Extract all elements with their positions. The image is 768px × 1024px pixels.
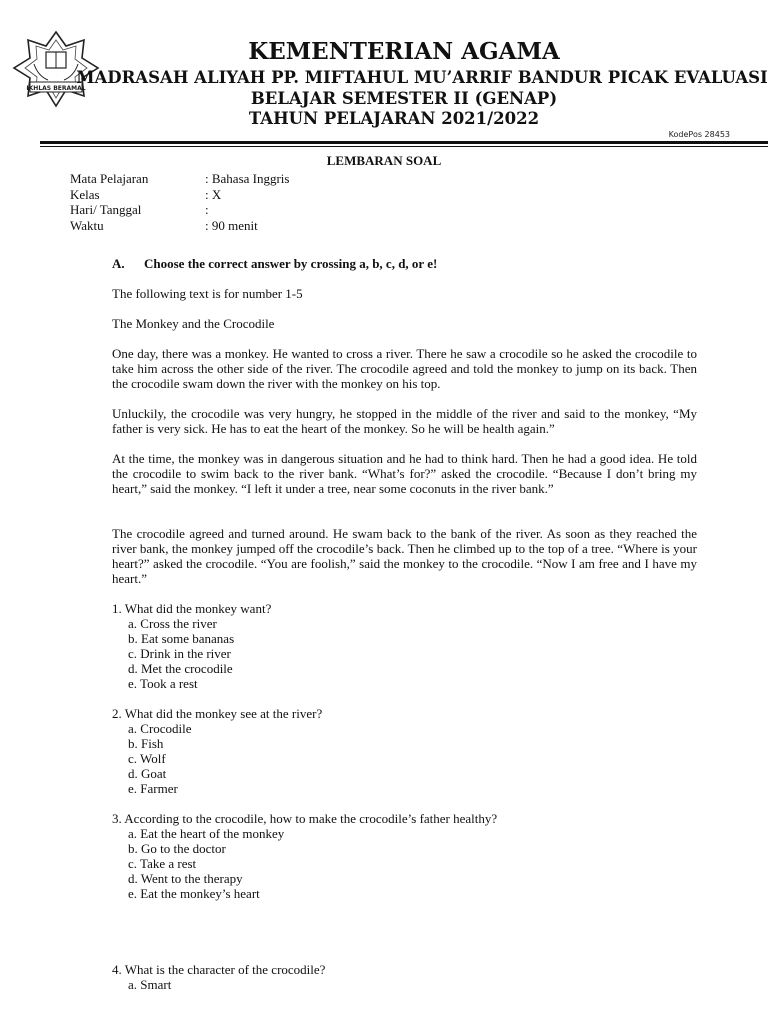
svg-text:IKHLAS BERAMAL: IKHLAS BERAMAL (26, 85, 86, 92)
header-semester: BELAJAR SEMESTER II (GENAP) (250, 89, 558, 108)
story-paragraph-4: The crocodile agreed and turned around. He swam back to the bank of the river. As soon as they reached the river bank, the monkey jumped off the crocodile’s back. Then he climbed up to the top of a tree. “Where is your heart?” asked the crocodile. “You are foolish,” said the monkey to the crocodile. “Now I am free and I have my heart.” (112, 526, 697, 586)
question-text: 1. What did the monkey want? (112, 601, 272, 616)
option-c: c. Drink in the river (128, 646, 231, 661)
info-key: Hari/ Tanggal (70, 202, 142, 217)
option-e: e. Took a rest (128, 676, 198, 691)
info-value: : Bahasa Inggris (205, 171, 290, 186)
info-key: Mata Pelajaran (70, 171, 149, 186)
info-key: Waktu (70, 217, 104, 233)
option-b: b. Fish (128, 736, 164, 751)
header-year: TAHUN PELAJARAN 2021/2022 (248, 109, 540, 128)
text-intro: The following text is for number 1-5 (112, 286, 303, 301)
info-value: : X (205, 186, 222, 202)
option-c: c. Wolf (128, 751, 166, 766)
header-divider-thick (40, 141, 768, 144)
question-text: 4. What is the character of the crocodile? (112, 962, 326, 977)
info-value: : (205, 202, 209, 217)
option-a: a. Crocodile (128, 721, 192, 736)
story-paragraph-1: One day, there was a monkey. He wanted to cross a river. There he saw a crocodile so he asked the crocodile to take him across the other side of the river. The crocodile agreed and told the monkey to jump on its back. Then the crocodile swam down the river with the monkey on his top. (112, 346, 697, 391)
question-1 (112, 601, 271, 691)
option-a: a. Smart (128, 977, 172, 992)
section-text: Choose the correct answer by crossing a, b, c, d, or e! (144, 256, 438, 271)
option-b: b. Eat some bananas (128, 631, 235, 646)
header-school: MADRASAH ALIYAH PP. MIFTAHUL MU’ARRIF BANDUR PICAK EVALUASI (76, 68, 768, 87)
option-a: a. Eat the heart of the monkey (128, 826, 285, 841)
option-e: e. Eat the monkey’s heart (128, 886, 260, 901)
question-3 (112, 811, 497, 901)
question-text: 2. What did the monkey see at the river? (112, 706, 323, 721)
info-row-class (70, 187, 289, 203)
sheet-title: LEMBARAN SOAL (326, 153, 442, 168)
postal-code: KodePos 28453 (668, 130, 730, 139)
option-e: e. Farmer (128, 781, 178, 796)
option-d: d. Goat (128, 766, 167, 781)
info-value: : 90 menit (205, 217, 258, 233)
story-title: The Monkey and the Crocodile (112, 316, 275, 331)
section-instruction (112, 256, 437, 272)
header-divider-thin (40, 146, 768, 147)
section-letter: A. (112, 256, 125, 271)
info-key: Kelas (70, 186, 100, 202)
info-row-subject (70, 171, 289, 187)
option-d: d. Went to the therapy (128, 871, 243, 886)
info-row-time (70, 218, 289, 234)
header-ministry: KEMENTERIAN AGAMA (248, 38, 560, 65)
exam-info (70, 171, 289, 233)
option-a: a. Cross the river (128, 616, 217, 631)
info-row-date (70, 202, 289, 218)
story-paragraph-3: At the time, the monkey was in dangerous situation and he had to think hard. Then he had a good idea. He told the crocodile to swim back to the river bank. “What’s for?” asked the crocodile. “Because I don’t bring my heart,” said the monkey. “I left it under a tree, near some coconuts in the river bank.” (112, 451, 697, 496)
question-2 (112, 706, 322, 796)
option-d: d. Met the crocodile (128, 661, 233, 676)
story-paragraph-2: Unluckily, the crocodile was very hungry, he stopped in the middle of the river and said to the monkey, “My father is very sick. He has to eat the heart of the monkey. So he will be health again.” (112, 406, 697, 436)
option-b: b. Go to the doctor (128, 841, 226, 856)
option-c: c. Take a rest (128, 856, 197, 871)
question-4 (112, 962, 325, 992)
question-text: 3. According to the crocodile, how to make the crocodile’s father healthy? (112, 811, 498, 826)
